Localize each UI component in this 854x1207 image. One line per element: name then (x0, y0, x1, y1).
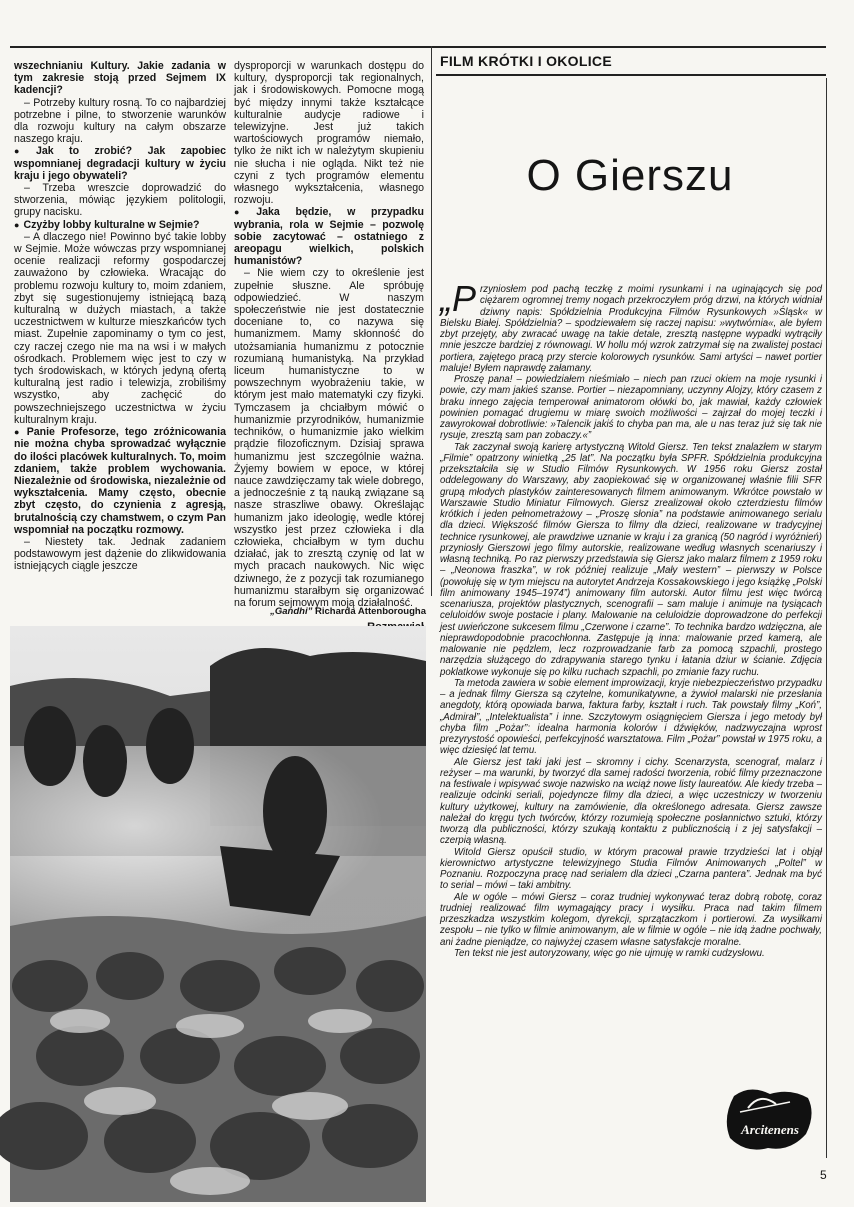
film-still-photo (10, 626, 426, 1202)
arcitenens-logo (720, 1082, 820, 1162)
article-first-paragraph (440, 278, 822, 374)
article-paragraph: Ale Giersz jest taki jaki jest – skromny i cichy. Scenarzysta, scenograf, malarz i reżyser – ma warunki, by tworzyć dla samej radości tworzenia, robić filmy przeznaczone na festiwale i wpisywać swoje nazwisko na wciąż nowe listy laureatów. Ale kiedy trzeba – realizuje odcinki seriali, pojedyncze filmy dla dzieci, a więc uczestniczy w tworzeniu kultury użytkowej, kultury na zamówienie, dla określonego adresata. Giersz zawsze należał do kręgu tych twórców, którzy rozumieją społeczne posłannictwo sztuki, którzy tworzą dla publiczności, którzy szukają kontaktu z publicznością i z jej satysfakcji – czerpią własną. (440, 756, 822, 847)
interview-question (14, 219, 226, 231)
bullet-icon: ● (234, 207, 253, 218)
interview-question (14, 60, 226, 97)
logo-text: Arcitenens (741, 1122, 799, 1137)
interview-question (14, 145, 226, 182)
paragraph-text: Panie Profesorze, tego zróżnicowania nie można chyba sprowadzać wyłącznie do ilości placówek kulturalnych. To, moim zdaniem, także problem wychowania. Niezależnie od środowiska, niezależnie od wykształcenia. Mamy często, obecnie zbyt często, do czynienia z agresją, brutalnością czy chamstwem, o czym Pan wspomniał na początku rozmowy. (14, 426, 226, 536)
paragraph-text: Czyżby lobby kulturalne w Sejmie? (23, 218, 200, 231)
caption-author: Richarda Attenborougha (312, 606, 426, 617)
section-rule (436, 74, 826, 76)
paragraph-text: – Nie wiem czy to określenie jest zupełnie słuszne. Ale spróbuję odpowiedzieć. W naszym społeczeństwie nie jest dostatecznie doceniane to, co nazywa się humanizmem. Mamy skłonność do utożsamiania humanizmu z potocznie rozumianą humanistyką. Na przykład liceum humanistyczne to w powszechnym wyobrażeniu takie, w którym jest mało matematyki czy fizyki. Tymczasem ja chciałbym mówić o humanizmie przyrodników, humanizmie techników, o humanizmie jako wielkim prądzie filozoficznym. Dzisiaj sprawa humanizmu jest szczególnie ważna. Żyjemy bowiem w epoce, w której nauce zawdzięczamy tak wiele dobrego, a jednocześnie z tą nauką związane są nasze straszliwe obawy. Określając humanizm jako ideologię, wedle której wszystko jest przez człowieka i dla człowieka, chciałbym w tym duchu działać, jak to zresztą czynię od lat w mych pracach naukowych. Nic więc dziwnego, że z pozycji tak rozumianego humanizmu starałbym się organizować na forum sejmowym moją działalność. (234, 267, 424, 609)
interview-answer (14, 536, 226, 573)
paragraph-text: dysproporcji w warunkach dostępu do kultury, dysproporcji tak regionalnych, jak i środowiskowych. Pomocne mogą być między innymi także kształcące kulturalnie audycje radiowe i telewizyjne. Jest już takich wartościowych programów niemało, tylko że nikt ich w należytym skupieniu nie słucha i nie ogląda. Nikt też nie czyni z tych programów elementu własnego wykształcenia, własnego rozwoju. (234, 60, 424, 207)
article-paragraph: Ale w ogóle – mówi Giersz – coraz trudniej wykonywać teraz dobrą robotę, coraz trudniej realizować film wymagający pracy i wysiłku. Praca nad takim filmem przeszkadza wszystkim kolegom, dyrekcji, sprzątaczkom i portierowi. Za wysiłkami zespołu – nie tylko w filmie animowanym, ale w filmie w ogóle – nie idą żadne pochwały, ani żadne pieniądze, co najwyżej czasem własne satysfakcje moralne. (440, 891, 822, 948)
caption-title: „Gandhi” (270, 606, 313, 617)
top-rule (10, 46, 826, 48)
interview-question (234, 206, 424, 267)
paragraph-text: – Niestety tak. Jednak zadaniem podstawowym jest dążenie do zlikwidowania istniejących ciągle jeszcze (14, 535, 226, 573)
bullet-icon: ● (14, 146, 32, 157)
photo-caption (230, 606, 426, 617)
paragraph-text: Jaka będzie, w przypadku wybrania, rola w Sejmie – pozwolę sobie zacytować – ostatniego z areopagu wielkich, polskich humanistów? (234, 206, 425, 268)
interview-column-2 (234, 60, 425, 609)
bullet-icon: ● (14, 427, 23, 438)
article-paragraph: Ten tekst nie jest autoryzowany, więc go nie ujmuję w ramki cudzysłowu. (454, 947, 765, 959)
interview-answer (234, 60, 424, 206)
interview-question (14, 426, 226, 536)
interview-answer (14, 182, 226, 219)
article-paragraph: Proszę pana! – powiedziałem nieśmiało – niech pan rzuci okiem na moje rysunki i powie, czy mam jakieś szanse. Portier – niezapomniany, uczynny Alojzy, który czasem z braku innego zajęcia temperował animatorom ołówki bo, jak mawiał, każdy człowiek powinien pomagać drugiemu w miarę swoich możliwości – zajrzał do mojej teczki i zawyrokował dobrotliwie: »Talencik jakiś to chyba pan ma, ale u nas teraz już się tak nie rysuje, zresztą sam pan zobaczy.«” (440, 374, 822, 442)
article-paragraph: Tak zaczynał swoją karierę artystyczną Witold Giersz. Ten tekst znalazłem w starym „Filmie” opatrzony winietką „25 lat”. Na początku była SPFR. Spółdzielnia produkcyjna przekształciła się w Studio Filmów Rysunkowych. W 1956 roku Giersz został oddelegowany do Warszawy, aby zaopiekować się w organizowanej właśnie filii SFR grupą młodych plastyków zainteresowanych filmem animowanym. Wkrótce powstało w Warszawie Studio Miniatur Filmowych. Giersz zrealizował około czterdziestu filmów krótkich i jeden pełnometrażowy – „Proszę słonia” na podstawie animowanego serialu dla dzieci. Większość filmów Giersza to filmy dla dzieci, realizowane w tradycyjnej technice rysunkowej, ale prawdziwe uznanie w kraju i za granicą (50 nagród i wyróżnień) przyniosły Gierszowi jego filmy autorskie, realizowane według własnych scenariuszy i własną techniką. Po raz pierwszy przedstawia się Giersz jako malarz filmem z 1959 roku – „Neonowa fraszka”, w rok później realizuje „Mały western” – pierwszy w Polsce (powołuję się w tym miejscu na autorytet Andrzeja Kossakowskiego i jego książkę „Polski film animowany 1945–1974”) animowany film autorski. Autor filmu jest więc twórcą scenariusza, projektów plastycznych, scenografii – sam maluje i animuje na tysiącach celuloidów swoje postacie i plany. Malowanie na celuloidzie doprowadzone do perfekcji jest uwieńczone sukcesem filmu „Czerwone i czarne”. To technika bardzo wdzięczna, ale nieprawdopodobnie pracochłonna. Zastępuje ją inna: malowanie przed kamerą, ale malowanie nie pędzlem, lecz rozprowadzanie farb za pomocą szpachli, prostego narzędzia służącego do zdrapywania starego tynku i łatania dziur w ścianie. Zdjęcia poklatkowe wykonuje się po kilku ruchach szpachli, po zmianie fazy ruchu. (440, 441, 822, 678)
paragraph-text: – Trzeba wreszcie doprowadzić do stworzenia, mówiąc językiem politologii, grupy nacisku. (14, 182, 226, 219)
interview-answer (14, 97, 226, 146)
page-number: 5 (820, 1168, 827, 1182)
bullet-icon: ● (14, 219, 20, 230)
column-divider (431, 46, 432, 596)
paragraph-text: – A dlaczego nie! Powinno być takie lobby w Sejmie. Może wówczas przy wspomnianej ocenie realizacji reformy gospodarczej zauważono by człowieka. Wracając do problemu rozwoju kultury to, moim zdaniem, zbyt się sugestionujemy istniejącą bazą kulturalną w dużych miastach, a także uczestnictwem w kulturze mieszkańców tych miast. Zupełnie zapominamy o tym co jest, czy raczej czego nie ma na wsi i w małych ośrodkach. Problemem więc jest to czy w tych środowiskach, w których jedyną ofertą kulturalną jest radio i telewizja, zrobiliśmy wszystko, aby zachęcić do powszechniejszego uczestnictwa w życiu kulturalnym kraju. (14, 230, 226, 426)
section-label: FILM KRÓTKI I OKOLICE (440, 53, 612, 69)
article-body (440, 278, 822, 1016)
interview-column-1 (14, 60, 226, 588)
article-lead: rzyniosłem pod pachą teczkę z moimi rysunkami i na uginających się pod ciężarem ogromnej tremy nogach przekroczyłem próg drzwi, na których widniał dziwny napis: Spółdzielnia Produkcyjna Filmów Rysunkowych »Śląsk« w Bielsku Białej. Spółdzielnia? – spodziewałem się raczej napisu: »wytwórnia«, ale byłem zbyt przejęty, aby zwracać uwagę na takie detale, zresztą następne wypadki wytrąciły mnie jeszcze bardziej z równowagi. W hollu mój wzrok zatrzymał się na zwalistej postaci portiera, zajętego pracą przy stercie kolorowych rysunków. Sami artyści – nawet portier maluje! Byłem naprawdę załamany. (440, 284, 822, 374)
right-border (826, 78, 827, 1158)
article-paragraphs (440, 374, 822, 959)
interview-answer (234, 267, 424, 609)
paragraph-text: Jak to zrobić? Jak zapobiec wspomnianej degradacji kultury w życiu kraju i jego obywateli? (14, 145, 227, 182)
drop-cap: „P (440, 278, 476, 319)
article-paragraph: Ta metoda zawiera w sobie element improwizacji, kryje niebezpieczeństwo przypadku – a jednak filmy Giersza są czytelne, komunikatywne, a żywioł malarski nie przesłania anegdoty, którą opowiada barwa, faktura farby, kształt i ruch. Tak powstały filmy „Koń”, „Admirał”, „Intelektualista” i inne. Szczytowym osiągnięciem Giersza i jego metody był chyba film „Pożar”: idealna harmonia kolorów i dźwięków, nadzwyczajna wprost prezyrystość opowieści, perfekcyjność warsztatowa. Film „Pożar” powstał w 1975 roku, a więc dziesięć lat temu. (440, 677, 822, 757)
article-paragraph: Witold Giersz opuścił studio, w którym pracował prawie trzydzieści lat i objął kierownictwo artystyczne telewizyjnego Studia Filmów Animowanych „Poltel” w Poznaniu. Rozpoczyna pracę nad serialem dla dzieci „Czarna pantera”. Jednak ma być to serial – mówi – taki ambitny. (440, 846, 822, 892)
paragraph-text: wszechnianiu Kultury. Jakie zadania w tym zakresie stoją przed Sejmem IX kadencji? (14, 60, 226, 97)
interview-answer (14, 231, 226, 426)
article-headline: O Gierszu (526, 151, 734, 200)
paragraph-text: – Potrzeby kultury rosną. To co najbardziej potrzebne i pilne, to stworzenie warunków dla rozwoju kultury na całym obszarze naszego kraju. (14, 96, 226, 146)
